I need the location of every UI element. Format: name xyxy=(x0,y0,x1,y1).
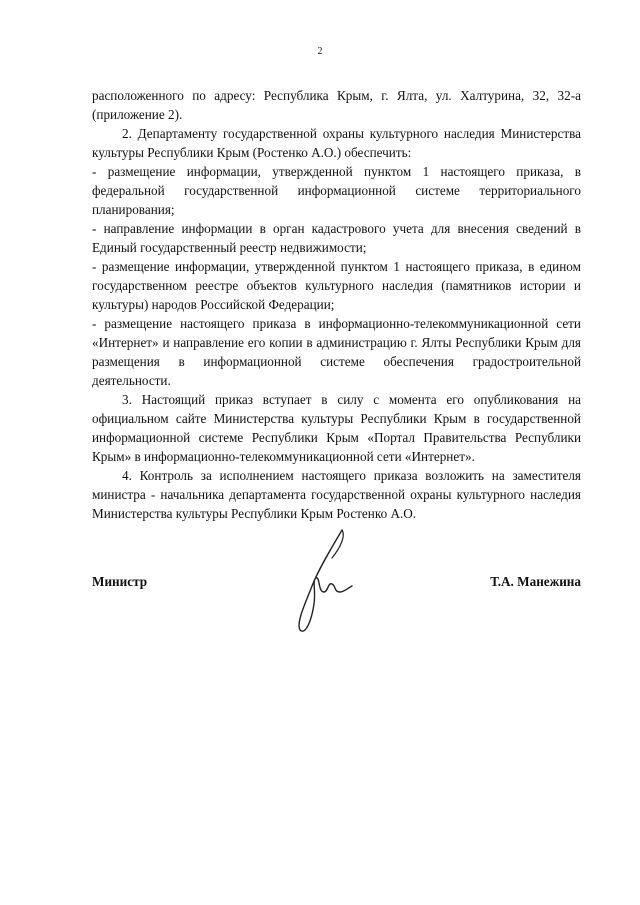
document-body xyxy=(92,86,581,523)
paragraph-5: - размещение информации, утвержденной пунктом 1 настоящего приказа, в едином государственном реестре объектов культурного наследия (памятников истории и культуры) народов Российской Федерации; xyxy=(92,259,581,312)
page-number: 2 xyxy=(317,46,323,57)
paragraph-8: 4. Контроль за исполнением настоящего приказа возложить на заместителя министра - начальника департамента государственной охраны культурного наследия Министерства культуры Республики Крым Ростенко А.О. xyxy=(92,468,581,521)
paragraph-2: 2. Департаменту государственной охраны культурного наследия Министерства культуры Республики Крым (Ростенко А.О.) обеспечить: xyxy=(92,126,581,160)
paragraph-6: - размещение настоящего приказа в информационно-телекоммуникационной сети «Интернет» и направление его копии в администрацию г. Ялты Республики Крым для размещения в информационной системе обеспечения градостроительной деятельности. xyxy=(92,316,581,388)
paragraph-1: расположенного по адресу: Республика Крым, г. Ялта, ул. Халтурина, 32, 32-а (приложение 2). xyxy=(92,88,581,122)
signatory-name: Т.А. Манежина xyxy=(490,574,581,589)
paragraph-7: 3. Настоящий приказ вступает в силу с момента его опубликования на официальном сайте Министерства культуры Республики Крым в государственной информационной системе Республики Крым «Портал Правительства Республики Крым» в информационно-телекоммуникационной сети «Интернет». xyxy=(92,392,581,464)
signatory-title: Министр xyxy=(92,574,148,589)
signature-block xyxy=(92,574,581,598)
paragraph-3: - размещение информации, утвержденной пунктом 1 настоящего приказа, в федеральной государственной информационной системе территориального планирования; xyxy=(92,164,581,217)
paragraph-4: - направление информации в орган кадастрового учета для внесения сведений в Единый государственный реестр недвижимости; xyxy=(92,221,581,255)
